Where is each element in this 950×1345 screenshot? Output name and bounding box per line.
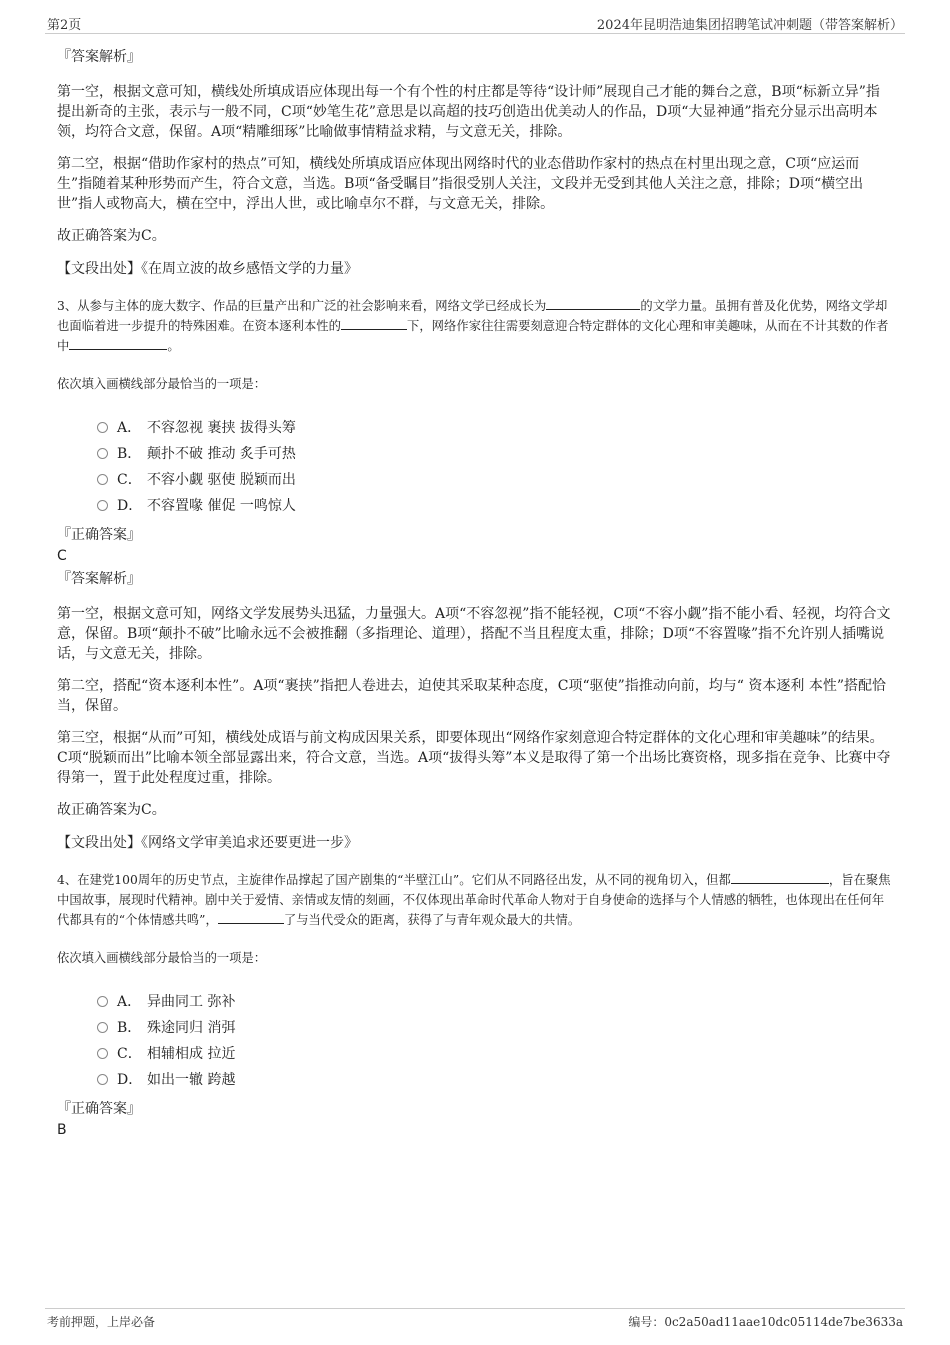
page-number: 第2页	[47, 18, 82, 33]
question-prompt: 依次填入画横线部分最恰当的一项是：	[57, 951, 267, 965]
radio-icon[interactable]	[97, 448, 108, 459]
document-title: 2024年昆明浩迪集团招聘笔试冲刺题（带答案解析）	[596, 18, 903, 33]
footer-divider	[45, 1308, 905, 1309]
option-a[interactable]: A． 不容忽视 裹挟 拔得头筹	[97, 414, 893, 440]
analysis-paragraph: 第一空，根据文意可知，网络文学发展势头迅猛，力量强大。A项“不容忽视”指不能轻视，C项“不容小觑”指不能小看、轻视，均符合文意，保留。B项“颠扑不破”比喻永远不会被推翻（多指理论、道理），搭配不当且程度太重，排除；D项“不容置喙”指不允许别人插嘴说话，与文意无关，排除。	[57, 606, 891, 662]
source-citation: 【文段出处】《在周立波的故乡感悟文学的力量》	[57, 261, 358, 277]
footer-slogan: 考前押题，上岸必备	[47, 1315, 156, 1329]
fill-blank	[341, 317, 407, 330]
option-list	[97, 414, 893, 518]
radio-icon[interactable]	[97, 422, 108, 433]
conclusion: 故正确答案为C。	[57, 802, 166, 818]
page-content	[57, 40, 893, 1142]
header-divider	[45, 33, 905, 34]
fill-blank	[69, 337, 167, 350]
conclusion: 故正确答案为C。	[57, 228, 166, 244]
option-c[interactable]: C． 相辅相成 拉近	[97, 1040, 893, 1066]
radio-icon[interactable]	[97, 1074, 108, 1085]
answer-label: 『正确答案』	[57, 1101, 141, 1117]
radio-icon[interactable]	[97, 1022, 108, 1033]
radio-icon[interactable]	[97, 1048, 108, 1059]
question-stem: 3、从参与主体的庞大数字、作品的巨量产出和广泛的社会影响来看，网络文学已经成长为 的文学力量。虽拥有普及化优势，网络文学却也面临着进一步提升的特殊困难。在资本逐利本性的 下，网络作家往往需要刻意迎合特定群体的文化心理和审美趣味，从而在不计其数的作者中 。	[57, 299, 889, 353]
option-a[interactable]: A． 异曲同工 弥补	[97, 988, 893, 1014]
source-citation: 【文段出处】《网络文学审美追求还要更进一步》	[57, 835, 358, 851]
analysis-label: 『答案解析』	[57, 49, 141, 65]
option-d[interactable]: D． 如出一辙 跨越	[97, 1066, 893, 1092]
analysis-paragraph: 第三空，根据“从而”可知，横线处成语与前文构成因果关系，即要体现出“网络作家刻意迎合特定群体的文化心理和审美趣味”的结果。C项“脱颖而出”比喻本领全部显露出来，符合文意，当选。A项“拔得头筹”本义是取得了第一个出场比赛资格，现多指在竞争、比赛中夺得第一，置于此处程度过重，排除。	[57, 730, 891, 786]
fill-blank	[218, 911, 284, 924]
question-prompt: 依次填入画横线部分最恰当的一项是：	[57, 377, 267, 391]
answer-value: C	[57, 548, 67, 564]
radio-icon[interactable]	[97, 500, 108, 511]
option-b[interactable]: B． 殊途同归 消弭	[97, 1014, 893, 1040]
option-b[interactable]: B． 颠扑不破 推动 炙手可热	[97, 440, 893, 466]
option-c[interactable]: C． 不容小觑 驱使 脱颖而出	[97, 466, 893, 492]
analysis-paragraph: 第二空，根据“借助作家村的热点”可知，横线处所填成语应体现出网络时代的业态借助作家村的热点在村里出现之意，C项“应运而生”指随着某种形势而产生，符合文意，当选。B项“备受瞩目”指很受别人关注，文段并无受到其他人关注之意，排除；D项“横空出世”指人或物高大，横在空中，浮出人世，或比喻卓尔不群，与文意无关，排除。	[57, 156, 864, 212]
document-id: 编号：0c2a50ad11aae10dc05114de7be3633a	[628, 1315, 903, 1329]
option-list	[97, 988, 893, 1092]
fill-blank	[731, 871, 829, 884]
answer-value: B	[57, 1122, 67, 1138]
radio-icon[interactable]	[97, 996, 108, 1007]
analysis-paragraph: 第二空，搭配“资本逐利本性”。A项“裹挟”指把人卷进去，迫使其采取某种态度，C项“驱使”指推动向前，均与“ 资本逐利 本性”搭配恰当，保留。	[57, 678, 886, 714]
option-d[interactable]: D． 不容置喙 催促 一鸣惊人	[97, 492, 893, 518]
question-stem: 4、在建党100周年的历史节点，主旋律作品撑起了国产剧集的“半壁江山”。它们从不同路径出发，从不同的视角切入，但都 ，旨在聚焦中国故事，展现时代精神。剧中关于爱情、亲情或友情的刻画，不仅体现出革命时代革命人物对于自身使命的选择与个人情感的牺牲，也体现出在任何年代都具有的“个体情感共鸣”， 了与当代受众的距离，获得了与青年观众最大的共情。	[57, 873, 891, 927]
fill-blank	[546, 297, 640, 310]
answer-label: 『正确答案』	[57, 527, 141, 543]
analysis-paragraph: 第一空，根据文意可知，横线处所填成语应体现出每一个有个性的村庄都是等待“设计师”展现自己才能的舞台之意，B项“标新立异”指提出新奇的主张，表示与一般不同，C项“妙笔生花”意思是以高超的技巧创造出优美动人的作品，D项“大显神通”指充分显示出高明本领，均符合文意，保留。A项“精雕细琢”比喻做事情精益求精，与文意无关，排除。	[57, 84, 880, 140]
analysis-label: 『答案解析』	[57, 571, 141, 587]
radio-icon[interactable]	[97, 474, 108, 485]
